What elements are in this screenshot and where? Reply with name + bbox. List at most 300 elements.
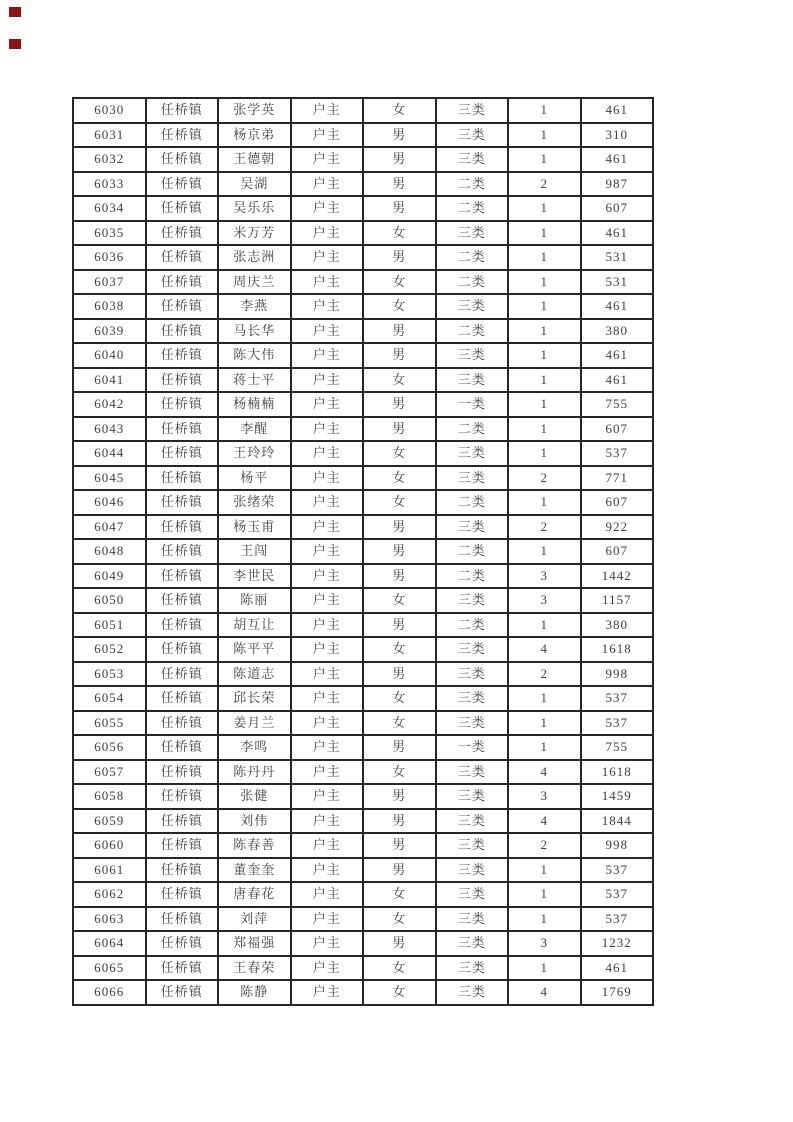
cell-name: 张健 [218,784,291,809]
cell-category: 三类 [436,686,509,711]
table-row [73,662,653,687]
cell-name: 张学英 [218,98,291,123]
table-row [73,245,653,270]
cell-id: 6060 [73,833,146,858]
cell-id: 6066 [73,980,146,1005]
cell-relation: 户主 [291,490,364,515]
cell-name: 杨京弟 [218,123,291,148]
cell-town: 任桥镇 [146,515,219,540]
cell-relation: 户主 [291,735,364,760]
cell-gender: 女 [363,294,436,319]
cell-category: 三类 [436,637,509,662]
cell-count: 1 [508,686,581,711]
table-row [73,270,653,295]
cell-gender: 男 [363,539,436,564]
table-row [73,564,653,589]
cell-id: 6055 [73,711,146,736]
table-row [73,172,653,197]
cell-amount: 771 [581,466,654,491]
table-row [73,368,653,393]
cell-relation: 户主 [291,319,364,344]
cell-amount: 461 [581,221,654,246]
cell-gender: 男 [363,417,436,442]
cell-gender: 女 [363,956,436,981]
cell-town: 任桥镇 [146,858,219,883]
cell-town: 任桥镇 [146,809,219,834]
cell-count: 1 [508,907,581,932]
cell-count: 4 [508,980,581,1005]
cell-town: 任桥镇 [146,368,219,393]
cell-category: 三类 [436,711,509,736]
cell-amount: 537 [581,858,654,883]
cell-gender: 男 [363,858,436,883]
cell-id: 6039 [73,319,146,344]
cell-relation: 户主 [291,588,364,613]
cell-gender: 女 [363,711,436,736]
cell-relation: 户主 [291,147,364,172]
cell-count: 1 [508,441,581,466]
cell-gender: 男 [363,515,436,540]
cell-id: 6038 [73,294,146,319]
cell-gender: 女 [363,980,436,1005]
cell-gender: 女 [363,270,436,295]
cell-id: 6036 [73,245,146,270]
cell-amount: 461 [581,368,654,393]
cell-relation: 户主 [291,466,364,491]
cell-category: 二类 [436,196,509,221]
cell-category: 三类 [436,956,509,981]
cell-town: 任桥镇 [146,907,219,932]
cell-amount: 755 [581,392,654,417]
table-row [73,294,653,319]
cell-count: 1 [508,196,581,221]
cell-town: 任桥镇 [146,343,219,368]
cell-gender: 男 [363,833,436,858]
cell-count: 1 [508,417,581,442]
cell-relation: 户主 [291,270,364,295]
table-row [73,784,653,809]
cell-relation: 户主 [291,221,364,246]
cell-amount: 607 [581,196,654,221]
cell-count: 1 [508,490,581,515]
cell-town: 任桥镇 [146,270,219,295]
cell-id: 6049 [73,564,146,589]
cell-town: 任桥镇 [146,392,219,417]
table-row [73,735,653,760]
cell-amount: 461 [581,147,654,172]
cell-amount: 310 [581,123,654,148]
cell-category: 三类 [436,343,509,368]
table-row [73,417,653,442]
cell-gender: 男 [363,172,436,197]
cell-amount: 1618 [581,637,654,662]
cell-relation: 户主 [291,784,364,809]
cell-town: 任桥镇 [146,319,219,344]
cell-category: 三类 [436,833,509,858]
cell-town: 任桥镇 [146,833,219,858]
cell-town: 任桥镇 [146,980,219,1005]
table-row [73,907,653,932]
cell-amount: 537 [581,441,654,466]
cell-amount: 755 [581,735,654,760]
cell-count: 3 [508,931,581,956]
cell-id: 6056 [73,735,146,760]
cell-amount: 1769 [581,980,654,1005]
cell-relation: 户主 [291,980,364,1005]
cell-relation: 户主 [291,564,364,589]
cell-category: 三类 [436,662,509,687]
table-row [73,221,653,246]
cell-name: 周庆兰 [218,270,291,295]
cell-category: 二类 [436,564,509,589]
cell-category: 二类 [436,417,509,442]
cell-relation: 户主 [291,637,364,662]
table-row [73,931,653,956]
table-row [73,858,653,883]
cell-count: 1 [508,245,581,270]
cell-town: 任桥镇 [146,98,219,123]
cell-town: 任桥镇 [146,417,219,442]
cell-category: 三类 [436,466,509,491]
cell-category: 三类 [436,809,509,834]
cell-relation: 户主 [291,613,364,638]
cell-name: 张志洲 [218,245,291,270]
cell-id: 6063 [73,907,146,932]
cell-id: 6041 [73,368,146,393]
cell-name: 米万芳 [218,221,291,246]
cell-name: 王春荣 [218,956,291,981]
cell-gender: 男 [363,245,436,270]
cell-relation: 户主 [291,172,364,197]
cell-amount: 380 [581,613,654,638]
cell-name: 陈道志 [218,662,291,687]
cell-name: 刘伟 [218,809,291,834]
table-row [73,466,653,491]
cell-gender: 男 [363,123,436,148]
table-row [73,760,653,785]
cell-category: 一类 [436,392,509,417]
cell-gender: 女 [363,686,436,711]
cell-count: 4 [508,760,581,785]
cell-amount: 531 [581,245,654,270]
cell-count: 1 [508,319,581,344]
cell-gender: 男 [363,931,436,956]
cell-category: 三类 [436,784,509,809]
cell-name: 李燕 [218,294,291,319]
cell-id: 6030 [73,98,146,123]
cell-town: 任桥镇 [146,172,219,197]
cell-id: 6064 [73,931,146,956]
table-row [73,588,653,613]
cell-category: 三类 [436,98,509,123]
cell-name: 陈静 [218,980,291,1005]
cell-relation: 户主 [291,392,364,417]
cell-category: 三类 [436,515,509,540]
cell-id: 6053 [73,662,146,687]
cell-id: 6059 [73,809,146,834]
household-records-table [72,97,654,1006]
cell-amount: 987 [581,172,654,197]
cell-name: 陈大伟 [218,343,291,368]
cell-relation: 户主 [291,931,364,956]
cell-gender: 男 [363,735,436,760]
cell-gender: 女 [363,466,436,491]
cell-category: 三类 [436,147,509,172]
cell-relation: 户主 [291,196,364,221]
cell-amount: 461 [581,956,654,981]
table-row [73,686,653,711]
cell-gender: 女 [363,637,436,662]
cell-count: 1 [508,858,581,883]
cell-amount: 537 [581,882,654,907]
cell-name: 李鸣 [218,735,291,760]
cell-count: 4 [508,809,581,834]
table-row [73,147,653,172]
cell-id: 6035 [73,221,146,246]
cell-gender: 男 [363,613,436,638]
cell-town: 任桥镇 [146,711,219,736]
red-corner-mark-bottom [9,39,21,49]
cell-name: 王德朝 [218,147,291,172]
cell-count: 1 [508,735,581,760]
cell-id: 6037 [73,270,146,295]
cell-amount: 461 [581,343,654,368]
table-row [73,613,653,638]
cell-relation: 户主 [291,760,364,785]
cell-count: 1 [508,270,581,295]
cell-id: 6033 [73,172,146,197]
cell-id: 6044 [73,441,146,466]
cell-category: 三类 [436,221,509,246]
cell-id: 6034 [73,196,146,221]
cell-name: 董奎奎 [218,858,291,883]
cell-category: 三类 [436,294,509,319]
cell-category: 一类 [436,735,509,760]
cell-id: 6058 [73,784,146,809]
cell-town: 任桥镇 [146,956,219,981]
cell-id: 6065 [73,956,146,981]
cell-relation: 户主 [291,907,364,932]
cell-amount: 1618 [581,760,654,785]
cell-relation: 户主 [291,833,364,858]
cell-town: 任桥镇 [146,245,219,270]
cell-gender: 男 [363,343,436,368]
cell-id: 6050 [73,588,146,613]
cell-amount: 998 [581,662,654,687]
cell-id: 6031 [73,123,146,148]
cell-town: 任桥镇 [146,931,219,956]
cell-gender: 女 [363,441,436,466]
cell-count: 1 [508,294,581,319]
cell-name: 杨玉甫 [218,515,291,540]
cell-count: 1 [508,711,581,736]
cell-count: 1 [508,539,581,564]
table-body [73,98,653,1005]
cell-count: 1 [508,613,581,638]
cell-category: 二类 [436,539,509,564]
cell-relation: 户主 [291,294,364,319]
table-row [73,637,653,662]
cell-count: 3 [508,564,581,589]
cell-id: 6057 [73,760,146,785]
cell-gender: 女 [363,588,436,613]
table-row [73,196,653,221]
cell-category: 三类 [436,441,509,466]
cell-relation: 户主 [291,368,364,393]
cell-category: 三类 [436,931,509,956]
cell-gender: 男 [363,662,436,687]
cell-relation: 户主 [291,441,364,466]
cell-town: 任桥镇 [146,588,219,613]
table-row [73,515,653,540]
cell-town: 任桥镇 [146,221,219,246]
cell-count: 1 [508,956,581,981]
cell-amount: 607 [581,539,654,564]
cell-relation: 户主 [291,809,364,834]
red-corner-mark-top [9,7,21,17]
cell-gender: 女 [363,368,436,393]
cell-category: 三类 [436,588,509,613]
cell-relation: 户主 [291,123,364,148]
cell-category: 二类 [436,613,509,638]
cell-amount: 537 [581,686,654,711]
table-row [73,123,653,148]
cell-gender: 女 [363,882,436,907]
cell-name: 陈平平 [218,637,291,662]
cell-town: 任桥镇 [146,466,219,491]
cell-amount: 607 [581,490,654,515]
cell-id: 6042 [73,392,146,417]
cell-gender: 男 [363,147,436,172]
cell-town: 任桥镇 [146,735,219,760]
cell-id: 6052 [73,637,146,662]
cell-count: 1 [508,368,581,393]
cell-count: 1 [508,882,581,907]
cell-town: 任桥镇 [146,123,219,148]
cell-amount: 1232 [581,931,654,956]
cell-count: 2 [508,515,581,540]
table-row [73,882,653,907]
cell-count: 1 [508,147,581,172]
cell-count: 2 [508,662,581,687]
cell-id: 6046 [73,490,146,515]
cell-gender: 男 [363,564,436,589]
cell-relation: 户主 [291,343,364,368]
table-row [73,809,653,834]
cell-relation: 户主 [291,539,364,564]
cell-category: 三类 [436,907,509,932]
cell-town: 任桥镇 [146,637,219,662]
cell-town: 任桥镇 [146,662,219,687]
cell-name: 李醒 [218,417,291,442]
cell-id: 6061 [73,858,146,883]
cell-amount: 461 [581,294,654,319]
cell-category: 三类 [436,882,509,907]
table-row [73,980,653,1005]
cell-count: 1 [508,123,581,148]
cell-id: 6032 [73,147,146,172]
cell-count: 1 [508,98,581,123]
cell-amount: 1844 [581,809,654,834]
cell-name: 陈春善 [218,833,291,858]
cell-id: 6045 [73,466,146,491]
cell-relation: 户主 [291,882,364,907]
cell-id: 6051 [73,613,146,638]
cell-name: 唐春花 [218,882,291,907]
cell-count: 1 [508,392,581,417]
cell-count: 4 [508,637,581,662]
cell-relation: 户主 [291,711,364,736]
cell-gender: 女 [363,907,436,932]
cell-name: 王玲玲 [218,441,291,466]
table-row [73,441,653,466]
cell-gender: 男 [363,392,436,417]
cell-name: 王闯 [218,539,291,564]
cell-count: 2 [508,172,581,197]
cell-gender: 女 [363,98,436,123]
cell-category: 二类 [436,490,509,515]
cell-id: 6054 [73,686,146,711]
cell-town: 任桥镇 [146,539,219,564]
cell-amount: 531 [581,270,654,295]
cell-relation: 户主 [291,662,364,687]
cell-relation: 户主 [291,417,364,442]
cell-id: 6043 [73,417,146,442]
cell-gender: 女 [363,221,436,246]
cell-relation: 户主 [291,98,364,123]
table-row [73,490,653,515]
cell-relation: 户主 [291,858,364,883]
cell-category: 三类 [436,760,509,785]
cell-amount: 607 [581,417,654,442]
cell-category: 二类 [436,270,509,295]
cell-amount: 922 [581,515,654,540]
cell-category: 二类 [436,172,509,197]
table-row [73,539,653,564]
cell-town: 任桥镇 [146,564,219,589]
cell-town: 任桥镇 [146,686,219,711]
cell-name: 胡互让 [218,613,291,638]
cell-count: 2 [508,833,581,858]
cell-town: 任桥镇 [146,294,219,319]
cell-id: 6048 [73,539,146,564]
cell-category: 三类 [436,858,509,883]
cell-name: 姜月兰 [218,711,291,736]
table-row [73,956,653,981]
cell-count: 1 [508,221,581,246]
cell-name: 郑福强 [218,931,291,956]
cell-name: 马长华 [218,319,291,344]
cell-town: 任桥镇 [146,441,219,466]
cell-gender: 男 [363,809,436,834]
cell-count: 3 [508,784,581,809]
cell-name: 吴乐乐 [218,196,291,221]
cell-town: 任桥镇 [146,784,219,809]
cell-name: 吴湖 [218,172,291,197]
cell-id: 6047 [73,515,146,540]
cell-amount: 1459 [581,784,654,809]
cell-name: 邱长荣 [218,686,291,711]
cell-gender: 男 [363,784,436,809]
cell-name: 陈丽 [218,588,291,613]
cell-amount: 380 [581,319,654,344]
cell-amount: 537 [581,711,654,736]
table-row [73,711,653,736]
cell-category: 三类 [436,980,509,1005]
cell-relation: 户主 [291,515,364,540]
cell-count: 3 [508,588,581,613]
cell-amount: 1157 [581,588,654,613]
